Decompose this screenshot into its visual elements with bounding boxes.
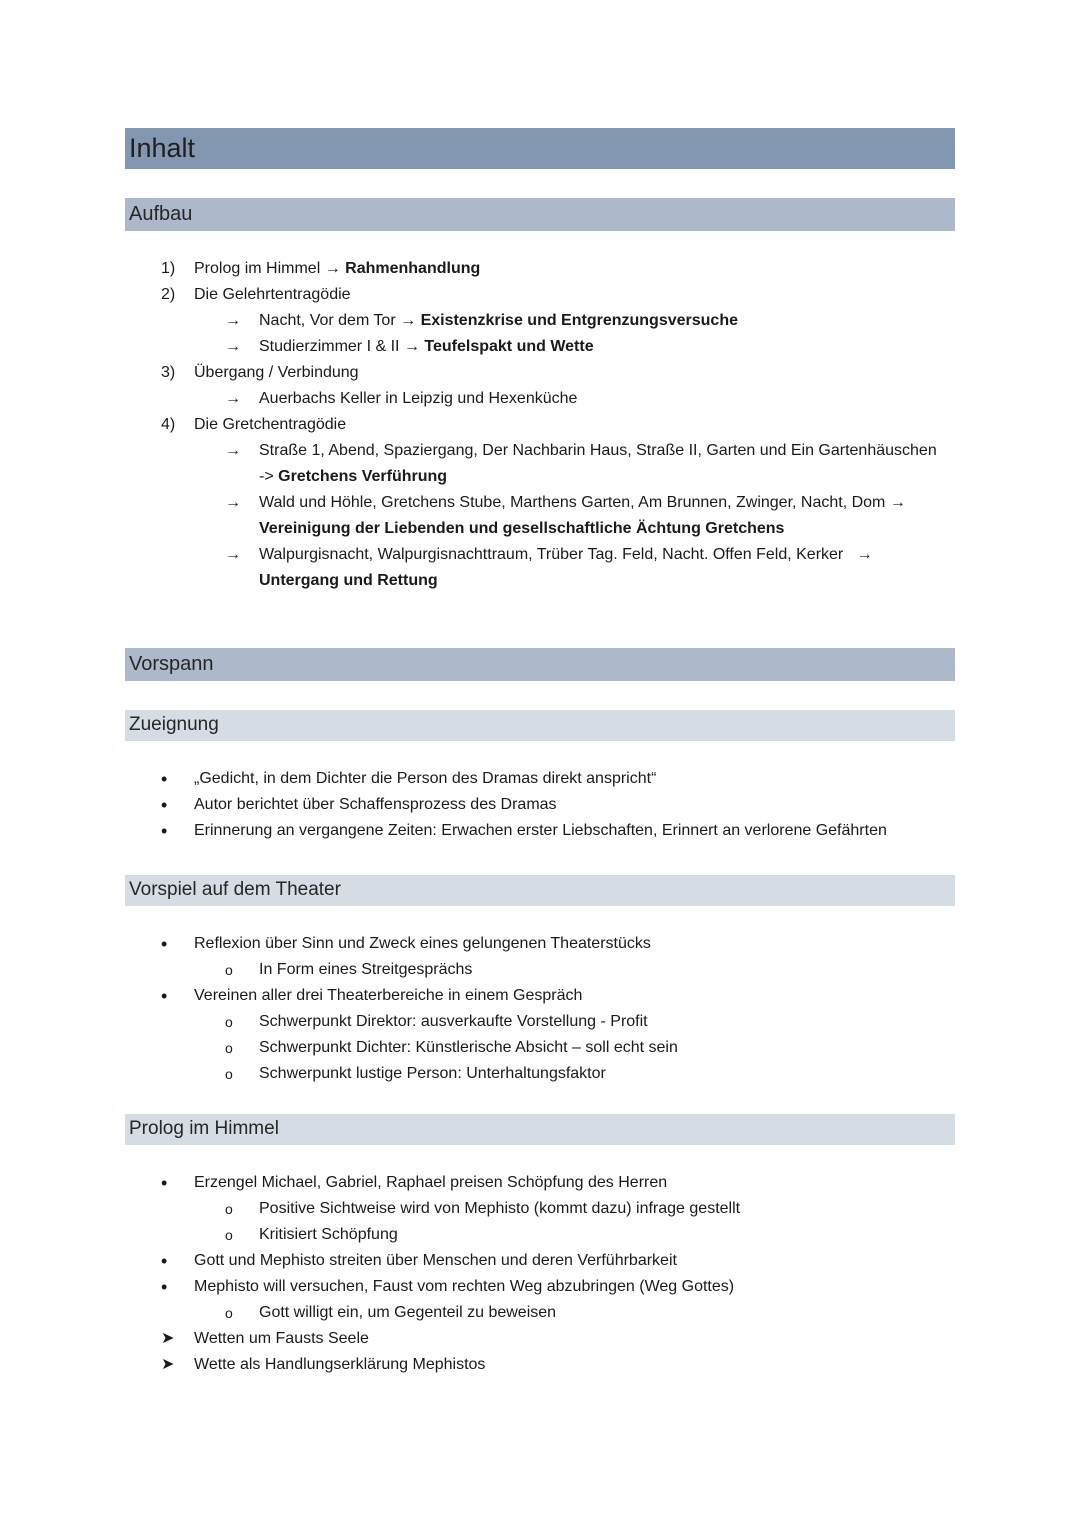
arrow-icon: → (324, 260, 341, 277)
heading-aufbau: Aufbau (125, 198, 955, 231)
prolog-list (125, 1170, 955, 1378)
arrow-icon: → (225, 390, 241, 407)
list-item: o In Form eines Streitgesprächs (125, 957, 955, 983)
zueignung-list (125, 766, 955, 844)
bullet-icon: • (161, 1277, 168, 1297)
list-item: • „Gedicht, in dem Dichter die Person des Dramas direkt anspricht“ (125, 766, 955, 792)
list-item: → Wald und Höhle, Gretchens Stube, Marthens Garten, Am Brunnen, Zwinger, Nacht, Dom → (125, 490, 955, 516)
list-item: • Reflexion über Sinn und Zweck eines gelungenen Theaterstücks (125, 931, 955, 957)
arrow-icon: → (856, 546, 873, 563)
chevron-bullet-icon: ➤ (161, 1330, 175, 1347)
list-item: o Schwerpunkt Direktor: ausverkaufte Vorstellung - Profit (125, 1009, 955, 1035)
list-item: • Vereinen aller drei Theaterbereiche in einem Gespräch (125, 983, 955, 1009)
arrow-icon: → (889, 494, 906, 511)
list-item: → Nacht, Vor dem Tor → Existenzkrise und Entgrenzungsversuche (125, 308, 955, 334)
arrow-icon: → (225, 546, 241, 563)
circle-bullet-icon: o (225, 1227, 233, 1243)
list-item: o Schwerpunkt lustige Person: Unterhaltungsfaktor (125, 1061, 955, 1087)
circle-bullet-icon: o (225, 1305, 233, 1321)
list-item: o Positive Sichtweise wird von Mephisto (kommt dazu) infrage gestellt (125, 1196, 955, 1222)
list-item: • Erzengel Michael, Gabriel, Raphael preisen Schöpfung des Herren (125, 1170, 955, 1196)
heading-vorspann: Vorspann (125, 648, 955, 681)
list-item: 3) Übergang / Verbindung (161, 364, 359, 381)
circle-bullet-icon: o (225, 962, 233, 978)
circle-bullet-icon: o (225, 1201, 233, 1217)
list-item: → Auerbachs Keller in Leipzig und Hexenküche (125, 386, 955, 412)
arrow-icon: -> (259, 468, 274, 485)
list-item: 2) Die Gelehrtentragödie (161, 286, 351, 303)
list-item: ➤ Wetten um Fausts Seele (125, 1326, 955, 1352)
list-item: • Gott und Mephisto streiten über Menschen und deren Verführbarkeit (125, 1248, 955, 1274)
arrow-icon: → (403, 338, 420, 355)
heading-vorspiel: Vorspiel auf dem Theater (125, 875, 955, 906)
bullet-icon: • (161, 795, 168, 815)
bullet-icon: • (161, 934, 168, 954)
list-item: • Autor berichtet über Schaffensprozess des Dramas (125, 792, 955, 818)
bullet-icon: • (161, 986, 168, 1006)
page-title: Inhalt (125, 128, 955, 169)
list-item: • Erinnerung an vergangene Zeiten: Erwachen erster Liebschaften, Erinnert an verlorene Gefährten (125, 818, 955, 844)
bullet-icon: • (161, 1251, 168, 1271)
list-item: → Walpurgisnacht, Walpurgisnachttraum, Trüber Tag. Feld, Nacht. Offen Feld, Kerker → (125, 542, 955, 568)
circle-bullet-icon: o (225, 1014, 233, 1030)
list-item: o Kritisiert Schöpfung (125, 1222, 955, 1248)
list-item: → Straße 1, Abend, Spaziergang, Der Nachbarin Haus, Straße II, Garten und Ein Gartenhäuschen (125, 438, 955, 464)
bullet-icon: • (161, 769, 168, 789)
list-item-continuation: Vereinigung der Liebenden und gesellschaftliche Ächtung Gretchens (259, 520, 785, 537)
vorspiel-list (125, 931, 955, 1087)
list-item: o Gott willigt ein, um Gegenteil zu beweisen (125, 1300, 955, 1326)
arrow-icon: → (400, 312, 417, 329)
chevron-bullet-icon: ➤ (161, 1356, 175, 1373)
bullet-icon: • (161, 1173, 168, 1193)
arrow-icon: → (225, 338, 241, 355)
circle-bullet-icon: o (225, 1040, 233, 1056)
arrow-icon: → (225, 442, 241, 459)
arrow-icon: → (225, 494, 241, 511)
aufbau-list (125, 256, 955, 594)
list-item: ➤ Wette als Handlungserklärung Mephistos (125, 1352, 955, 1378)
list-item: 1) Prolog im Himmel → Rahmenhandlung (161, 260, 481, 277)
bullet-icon: • (161, 821, 168, 841)
list-item: • Mephisto will versuchen, Faust vom rechten Weg abzubringen (Weg Gottes) (125, 1274, 955, 1300)
list-item: 4) Die Gretchentragödie (161, 416, 347, 433)
list-item: → Studierzimmer I & II → Teufelspakt und Wette (125, 334, 955, 360)
arrow-icon: → (225, 312, 241, 329)
list-item: o Schwerpunkt Dichter: Künstlerische Absicht – soll echt sein (125, 1035, 955, 1061)
heading-prolog: Prolog im Himmel (125, 1114, 955, 1145)
heading-zueignung: Zueignung (125, 710, 955, 741)
list-item-continuation: Untergang und Rettung (259, 572, 438, 589)
circle-bullet-icon: o (225, 1066, 233, 1082)
list-item-continuation: -> Gretchens Verführung (259, 468, 448, 485)
